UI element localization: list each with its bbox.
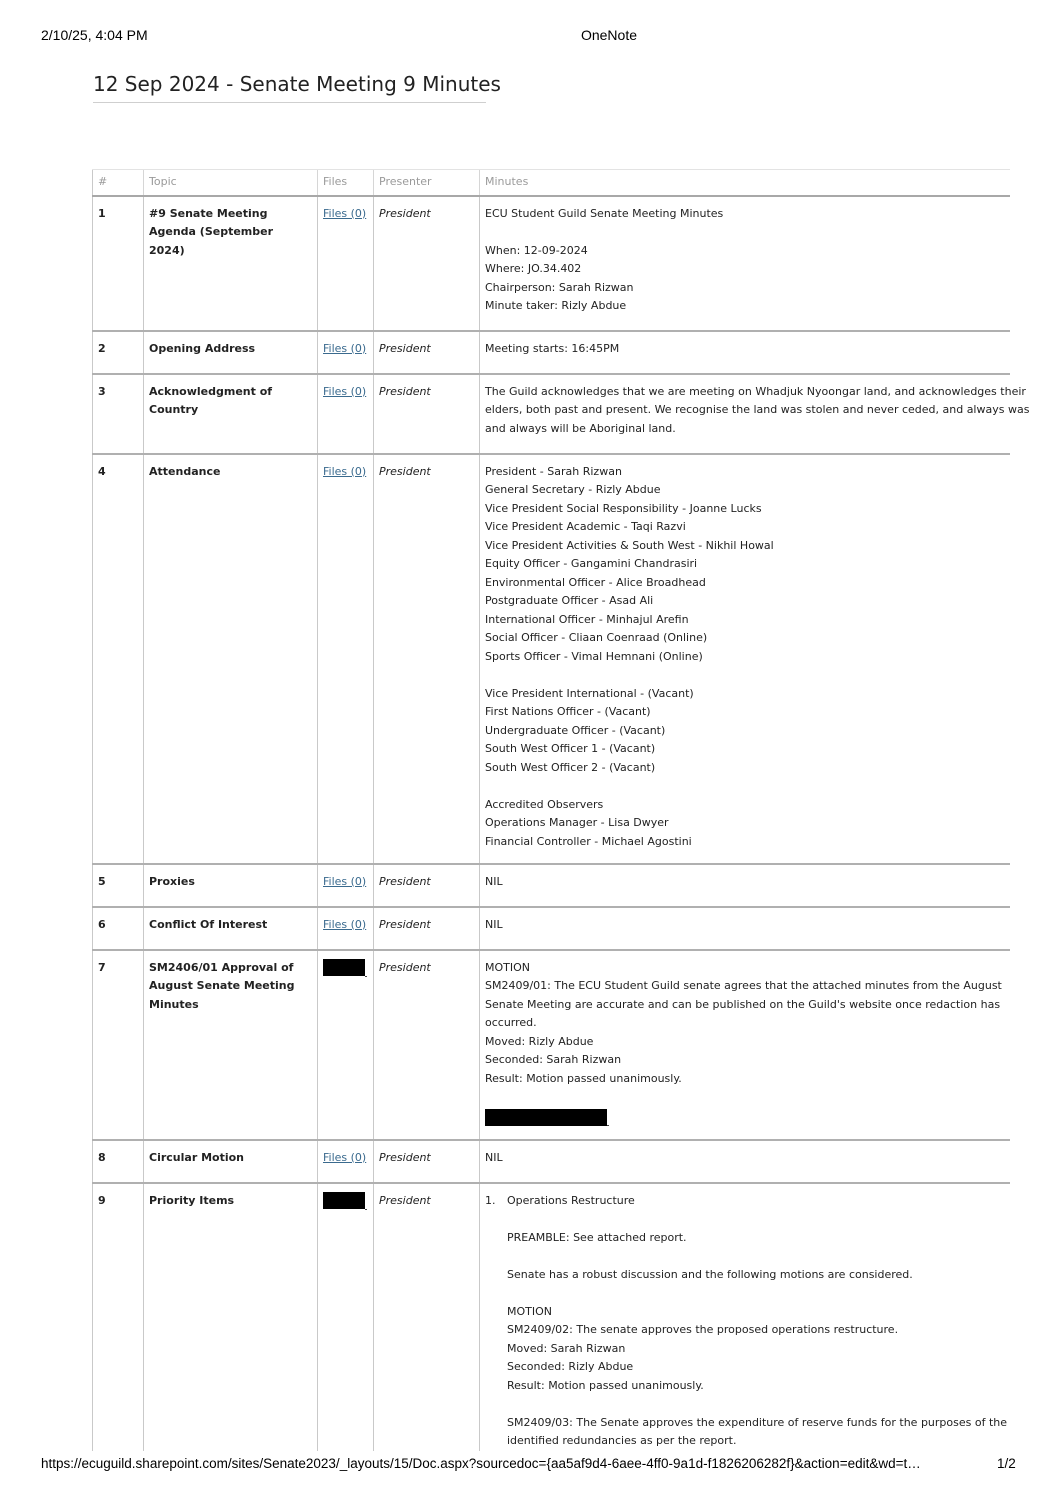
row-presenter: President <box>374 864 480 907</box>
motion-moved: Moved: Rizly Abdue <box>485 1034 594 1048</box>
files-link[interactable]: Files (0) <box>323 206 367 220</box>
motion-text: identified redundancies as per the report. <box>507 1434 737 1447</box>
redacted-block <box>323 959 365 976</box>
vacant-position: South West Officer 1 - (Vacant) <box>485 742 656 755</box>
minutes-title: ECU Student Guild Senate Meeting Minutes <box>485 206 724 220</box>
print-header <box>0 27 1058 45</box>
row-topic: SM2406/01 Approval of August Senate Meeting Minutes <box>144 950 318 1140</box>
files-cell <box>318 1183 374 1451</box>
attendee: Vice President Academic - Taqi Razvi <box>485 520 686 533</box>
vacant-position: First Nations Officer - (Vacant) <box>485 705 651 718</box>
row-minutes <box>480 950 1010 1140</box>
motion-result: Result: Motion passed unanimously. <box>485 1071 682 1085</box>
minutes-line: The Guild acknowledges that we are meeting on Whadjuk Nyoongar land, and acknowledges their <box>485 384 1026 398</box>
table-row <box>93 454 1010 864</box>
row-minutes: Meeting starts: 16:45PM <box>480 331 1010 374</box>
row-minutes <box>480 374 1030 454</box>
agenda-table <box>92 169 1030 1451</box>
print-app-name: OneNote <box>580 27 638 43</box>
row-presenter: President <box>374 331 480 374</box>
vacant-position: South West Officer 2 - (Vacant) <box>485 760 656 774</box>
row-minutes <box>480 454 1010 864</box>
minutes-taker: Minute taker: Rizly Abdue <box>485 299 627 312</box>
row-topic: #9 Senate Meeting Agenda (September 2024) <box>144 196 318 331</box>
motion-text: SM2409/03: The Senate approves the expenditure of reserve funds for the purposes of the <box>507 1415 1008 1429</box>
redacted-block <box>323 1192 365 1209</box>
attendee: Sports Officer - Vimal Hemnani (Online) <box>485 649 703 663</box>
observers-heading: Accredited Observers <box>485 797 604 811</box>
table-row <box>93 331 1010 374</box>
row-number: 7 <box>93 950 144 1140</box>
motion-result: Result: Motion passed unanimously. <box>507 1378 704 1392</box>
attendee: Environmental Officer - Alice Broadhead <box>485 575 706 589</box>
row-presenter: President <box>374 196 480 331</box>
attendee: Vice President Social Responsibility - Joanne Lucks <box>485 501 762 515</box>
row-number: 5 <box>93 864 144 907</box>
row-topic: Opening Address <box>144 331 318 374</box>
observer: Operations Manager - Lisa Dwyer <box>485 816 669 829</box>
minutes-line: and always will be Aboriginal land. <box>485 421 676 435</box>
motion-text: occurred. <box>485 1016 537 1029</box>
files-link[interactable]: Files (0) <box>323 874 367 888</box>
print-date: 2/10/25, 4:04 PM <box>41 27 148 43</box>
table-row <box>93 1140 1010 1183</box>
attendee: President - Sarah Rizwan <box>485 464 622 478</box>
files-link[interactable]: Files (0) <box>323 1150 367 1164</box>
row-minutes <box>480 196 1010 331</box>
priority-item-number: 1. <box>485 1193 496 1207</box>
table-header-row <box>93 170 1010 196</box>
row-number: 2 <box>93 331 144 374</box>
header-number: # <box>93 170 144 196</box>
header-minutes: Minutes <box>480 170 1010 196</box>
files-link[interactable]: Files (0) <box>323 464 367 478</box>
motion-seconded: Seconded: Sarah Rizwan <box>485 1053 622 1066</box>
motion-text: SM2409/02: The senate approves the proposed operations restructure. <box>507 1323 899 1336</box>
row-topic: Attendance <box>144 454 318 864</box>
row-presenter: President <box>374 374 480 454</box>
table-row <box>93 196 1010 331</box>
table-row <box>93 864 1010 907</box>
attendee: International Officer - Minhajul Arefin <box>485 612 689 626</box>
row-presenter: President <box>374 454 480 864</box>
files-link[interactable]: Files (0) <box>323 341 367 355</box>
priority-item-title: Operations Restructure <box>507 1193 635 1207</box>
row-presenter: President <box>374 1140 480 1183</box>
row-topic: Proxies <box>144 864 318 907</box>
row-topic: Circular Motion <box>144 1140 318 1183</box>
vacant-position: Undergraduate Officer - (Vacant) <box>485 723 666 737</box>
header-presenter: Presenter <box>374 170 480 196</box>
row-presenter: President <box>374 1183 480 1451</box>
print-footer <box>0 1456 1058 1474</box>
attendee: Postgraduate Officer - Asad Ali <box>485 594 654 607</box>
motion-seconded: Seconded: Rizly Abdue <box>507 1360 634 1373</box>
minutes-line: elders, both past and present. We recognise the land was stolen and never ceded, and always was <box>485 403 1030 416</box>
motion-moved: Moved: Sarah Rizwan <box>507 1341 626 1355</box>
row-minutes: NIL <box>480 864 1010 907</box>
row-number: 6 <box>93 907 144 950</box>
minutes-when: When: 12-09-2024 <box>485 243 588 257</box>
row-topic: Priority Items <box>144 1183 318 1451</box>
row-topic: Conflict Of Interest <box>144 907 318 950</box>
row-number: 3 <box>93 374 144 454</box>
page-url: https://ecuguild.sharepoint.com/sites/Senate2023/_layouts/15/Doc.aspx?sourcedoc={aa5af9d4-6aee-4ff0-9a1d-f1826206282f}&action=edit&wd=t… <box>41 1456 921 1471</box>
attendee: Equity Officer - Gangamini Chandrasiri <box>485 557 698 570</box>
motion-label: MOTION <box>485 960 530 974</box>
row-number: 4 <box>93 454 144 864</box>
table-row <box>93 950 1010 1140</box>
row-presenter: President <box>374 950 480 1140</box>
vacant-position: Vice President International - (Vacant) <box>485 686 694 700</box>
row-minutes <box>480 1183 1010 1451</box>
header-files: Files <box>318 170 374 196</box>
files-link[interactable]: Files (0) <box>323 384 367 398</box>
preamble: PREAMBLE: See attached report. <box>507 1230 687 1244</box>
table-row <box>93 907 1010 950</box>
motion-text: SM2409/01: The ECU Student Guild senate agrees that the attached minutes from the August <box>485 979 1002 992</box>
minutes-chairperson: Chairperson: Sarah Rizwan <box>485 280 634 294</box>
table-row <box>93 1183 1010 1451</box>
files-cell <box>318 950 374 1140</box>
discussion: Senate has a robust discussion and the following motions are considered. <box>507 1267 913 1281</box>
redacted-block <box>485 1109 607 1126</box>
table-row <box>93 374 1010 454</box>
page-title: 12 Sep 2024 - Senate Meeting 9 Minutes <box>93 72 486 103</box>
row-number: 9 <box>93 1183 144 1451</box>
row-minutes: NIL <box>480 907 1010 950</box>
row-number: 8 <box>93 1140 144 1183</box>
row-topic: Acknowledgment of Country <box>144 374 318 454</box>
attendee: Social Officer - Cliaan Coenraad (Online) <box>485 631 708 644</box>
attendee: Vice President Activities & South West - Nikhil Howal <box>485 538 774 552</box>
row-minutes: NIL <box>480 1140 1010 1183</box>
minutes-where: Where: JO.34.402 <box>485 262 582 275</box>
attendee: General Secretary - Rizly Abdue <box>485 483 661 496</box>
files-link[interactable]: Files (0) <box>323 917 367 931</box>
motion-label: MOTION <box>507 1304 552 1318</box>
header-topic: Topic <box>144 170 318 196</box>
row-number: 1 <box>93 196 144 331</box>
motion-text: Senate Meeting are accurate and can be published on the Guild's website once redaction has <box>485 997 1001 1011</box>
page-number: 1/2 <box>997 1456 1016 1471</box>
priority-item <box>485 1192 1005 1211</box>
observer: Financial Controller - Michael Agostini <box>485 834 692 848</box>
row-presenter: President <box>374 907 480 950</box>
